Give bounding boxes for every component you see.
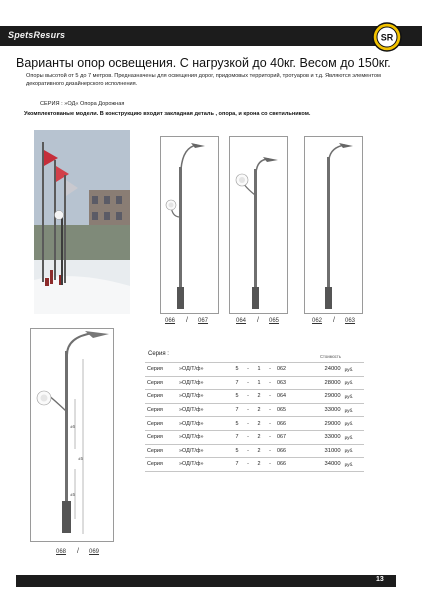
description: Опоры высотой от 5 до 7 метров. Предназначены для освещения дорог, придомовых территорий, тротуаров и т.д. Являются элементом декоративного дизайнерского исполнения.	[26, 73, 381, 87]
figure-lamp-066-067	[160, 136, 219, 314]
a-cell: 7	[231, 430, 243, 444]
dash-cell: -	[265, 390, 275, 404]
currency-cell: руб.	[343, 390, 364, 404]
dimension-label: ±6	[70, 424, 75, 429]
dash-cell: -	[265, 430, 275, 444]
price-cell	[309, 390, 343, 404]
price-value: 29000	[324, 393, 341, 400]
series-cell: Серия	[145, 444, 177, 458]
dash-cell: -	[265, 444, 275, 458]
separator: /	[257, 317, 259, 324]
b-cell: 2	[253, 444, 265, 458]
table-row	[145, 444, 364, 458]
price-header: Стоимость	[320, 354, 341, 359]
figure-code: 062	[312, 318, 323, 324]
series-cell: Серия	[145, 417, 177, 431]
logo-text: SR	[380, 32, 394, 43]
price-cell	[309, 430, 343, 444]
dash-cell: -	[243, 403, 253, 417]
series-cell: Серия	[145, 403, 177, 417]
a-cell: 5	[231, 417, 243, 431]
model-cell: »ОД/Т/ф»	[177, 417, 231, 431]
table-row	[145, 430, 364, 444]
a-cell: 7	[231, 458, 243, 472]
price-cell	[309, 458, 343, 472]
model-cell: »ОД/Т/ф»	[177, 363, 231, 377]
dash-cell: -	[265, 417, 275, 431]
dash-cell: -	[265, 458, 275, 472]
b-cell: 2	[253, 458, 265, 472]
footer-bar	[16, 575, 396, 587]
currency-cell: руб.	[343, 458, 364, 472]
price-cell	[309, 363, 343, 377]
a-cell: 5	[231, 363, 243, 377]
code-cell: 066	[275, 417, 309, 431]
dimension-label: ±5	[78, 456, 83, 461]
figure-lamp-068-069	[30, 328, 114, 542]
dash-cell: -	[243, 390, 253, 404]
model-cell: »ОД/Т/ф»	[177, 403, 231, 417]
dash-cell: -	[265, 376, 275, 390]
b-cell: 2	[253, 403, 265, 417]
code-cell: 067	[275, 430, 309, 444]
b-cell: 1	[253, 376, 265, 390]
code-cell: 066	[275, 458, 309, 472]
price-value: 33000	[324, 407, 341, 414]
separator: /	[77, 548, 79, 555]
series-label: СЕРИЯ : »ОД« Опора Дорожная	[40, 101, 125, 107]
code-cell: 062	[275, 363, 309, 377]
model-cell: »ОД/Т/ф»	[177, 376, 231, 390]
figure-code: 066	[165, 318, 176, 324]
page-title: Варианты опор освещения. С нагрузкой до 40кг. Весом до 150кг.	[16, 56, 391, 70]
price-cell	[309, 417, 343, 431]
price-value: 34000	[324, 461, 341, 468]
table-row	[145, 390, 364, 404]
series-cell: Серия	[145, 430, 177, 444]
model-cell: »ОД/Т/ф»	[177, 458, 231, 472]
series-cell: Серия	[145, 458, 177, 472]
a-cell: 5	[231, 444, 243, 458]
price-value: 33000	[324, 434, 341, 441]
figure-lamp-064-065	[229, 136, 288, 314]
series-cell: Серия	[145, 363, 177, 377]
table-row	[145, 403, 364, 417]
description-models: Укомплектованые модели. В конструкцию входит закладная деталь , опора, и крона со светильником.	[24, 111, 311, 117]
currency-cell: руб.	[343, 376, 364, 390]
price-value: 28000	[324, 379, 341, 386]
dimension-label: ±5	[70, 492, 75, 497]
figure-code: 064	[236, 318, 247, 324]
figure-code: 065	[269, 318, 280, 324]
price-cell	[309, 444, 343, 458]
code-cell: 064	[275, 390, 309, 404]
a-cell: 7	[231, 403, 243, 417]
figure-code: 063	[345, 318, 356, 324]
price-table	[145, 362, 364, 472]
figure-code: 069	[89, 549, 100, 555]
model-cell: »ОД/Т/ф»	[177, 390, 231, 404]
currency-cell: руб.	[343, 430, 364, 444]
dash-cell: -	[243, 458, 253, 472]
table-row	[145, 458, 364, 472]
model-cell: »ОД/Т/ф»	[177, 444, 231, 458]
dash-cell: -	[243, 376, 253, 390]
currency-cell: руб.	[343, 403, 364, 417]
dash-cell: -	[243, 363, 253, 377]
code-cell: 066	[275, 444, 309, 458]
b-cell: 2	[253, 417, 265, 431]
brand-name: SpetsResurs	[8, 30, 66, 40]
currency-cell: руб.	[343, 444, 364, 458]
b-cell: 1	[253, 363, 265, 377]
figure-code: 067	[198, 318, 209, 324]
a-cell: 5	[231, 390, 243, 404]
table-row	[145, 417, 364, 431]
table-row	[145, 363, 364, 377]
figure-lamp-062-063	[304, 136, 363, 314]
separator: /	[186, 317, 188, 324]
series-cell: Серия	[145, 376, 177, 390]
b-cell: 2	[253, 430, 265, 444]
dash-cell: -	[265, 363, 275, 377]
street-lamp-photo	[34, 130, 130, 314]
separator: /	[333, 317, 335, 324]
figure-code: 068	[56, 549, 67, 555]
price-value: 31000	[324, 447, 341, 454]
a-cell: 7	[231, 376, 243, 390]
page-number: 13	[376, 576, 384, 583]
model-cell: »ОД/Т/ф»	[177, 430, 231, 444]
logo-icon	[372, 22, 402, 52]
price-cell	[309, 403, 343, 417]
dash-cell: -	[265, 403, 275, 417]
currency-cell: руб.	[343, 417, 364, 431]
code-cell: 065	[275, 403, 309, 417]
price-value: 24000	[324, 366, 341, 373]
series-cell: Серия	[145, 390, 177, 404]
price-cell	[309, 376, 343, 390]
b-cell: 2	[253, 390, 265, 404]
price-value: 29000	[324, 420, 341, 427]
dash-cell: -	[243, 417, 253, 431]
dash-cell: -	[243, 430, 253, 444]
table-header-label: Серия :	[148, 351, 169, 357]
currency-cell: руб.	[343, 363, 364, 377]
code-cell: 063	[275, 376, 309, 390]
table-row	[145, 376, 364, 390]
dash-cell: -	[243, 444, 253, 458]
